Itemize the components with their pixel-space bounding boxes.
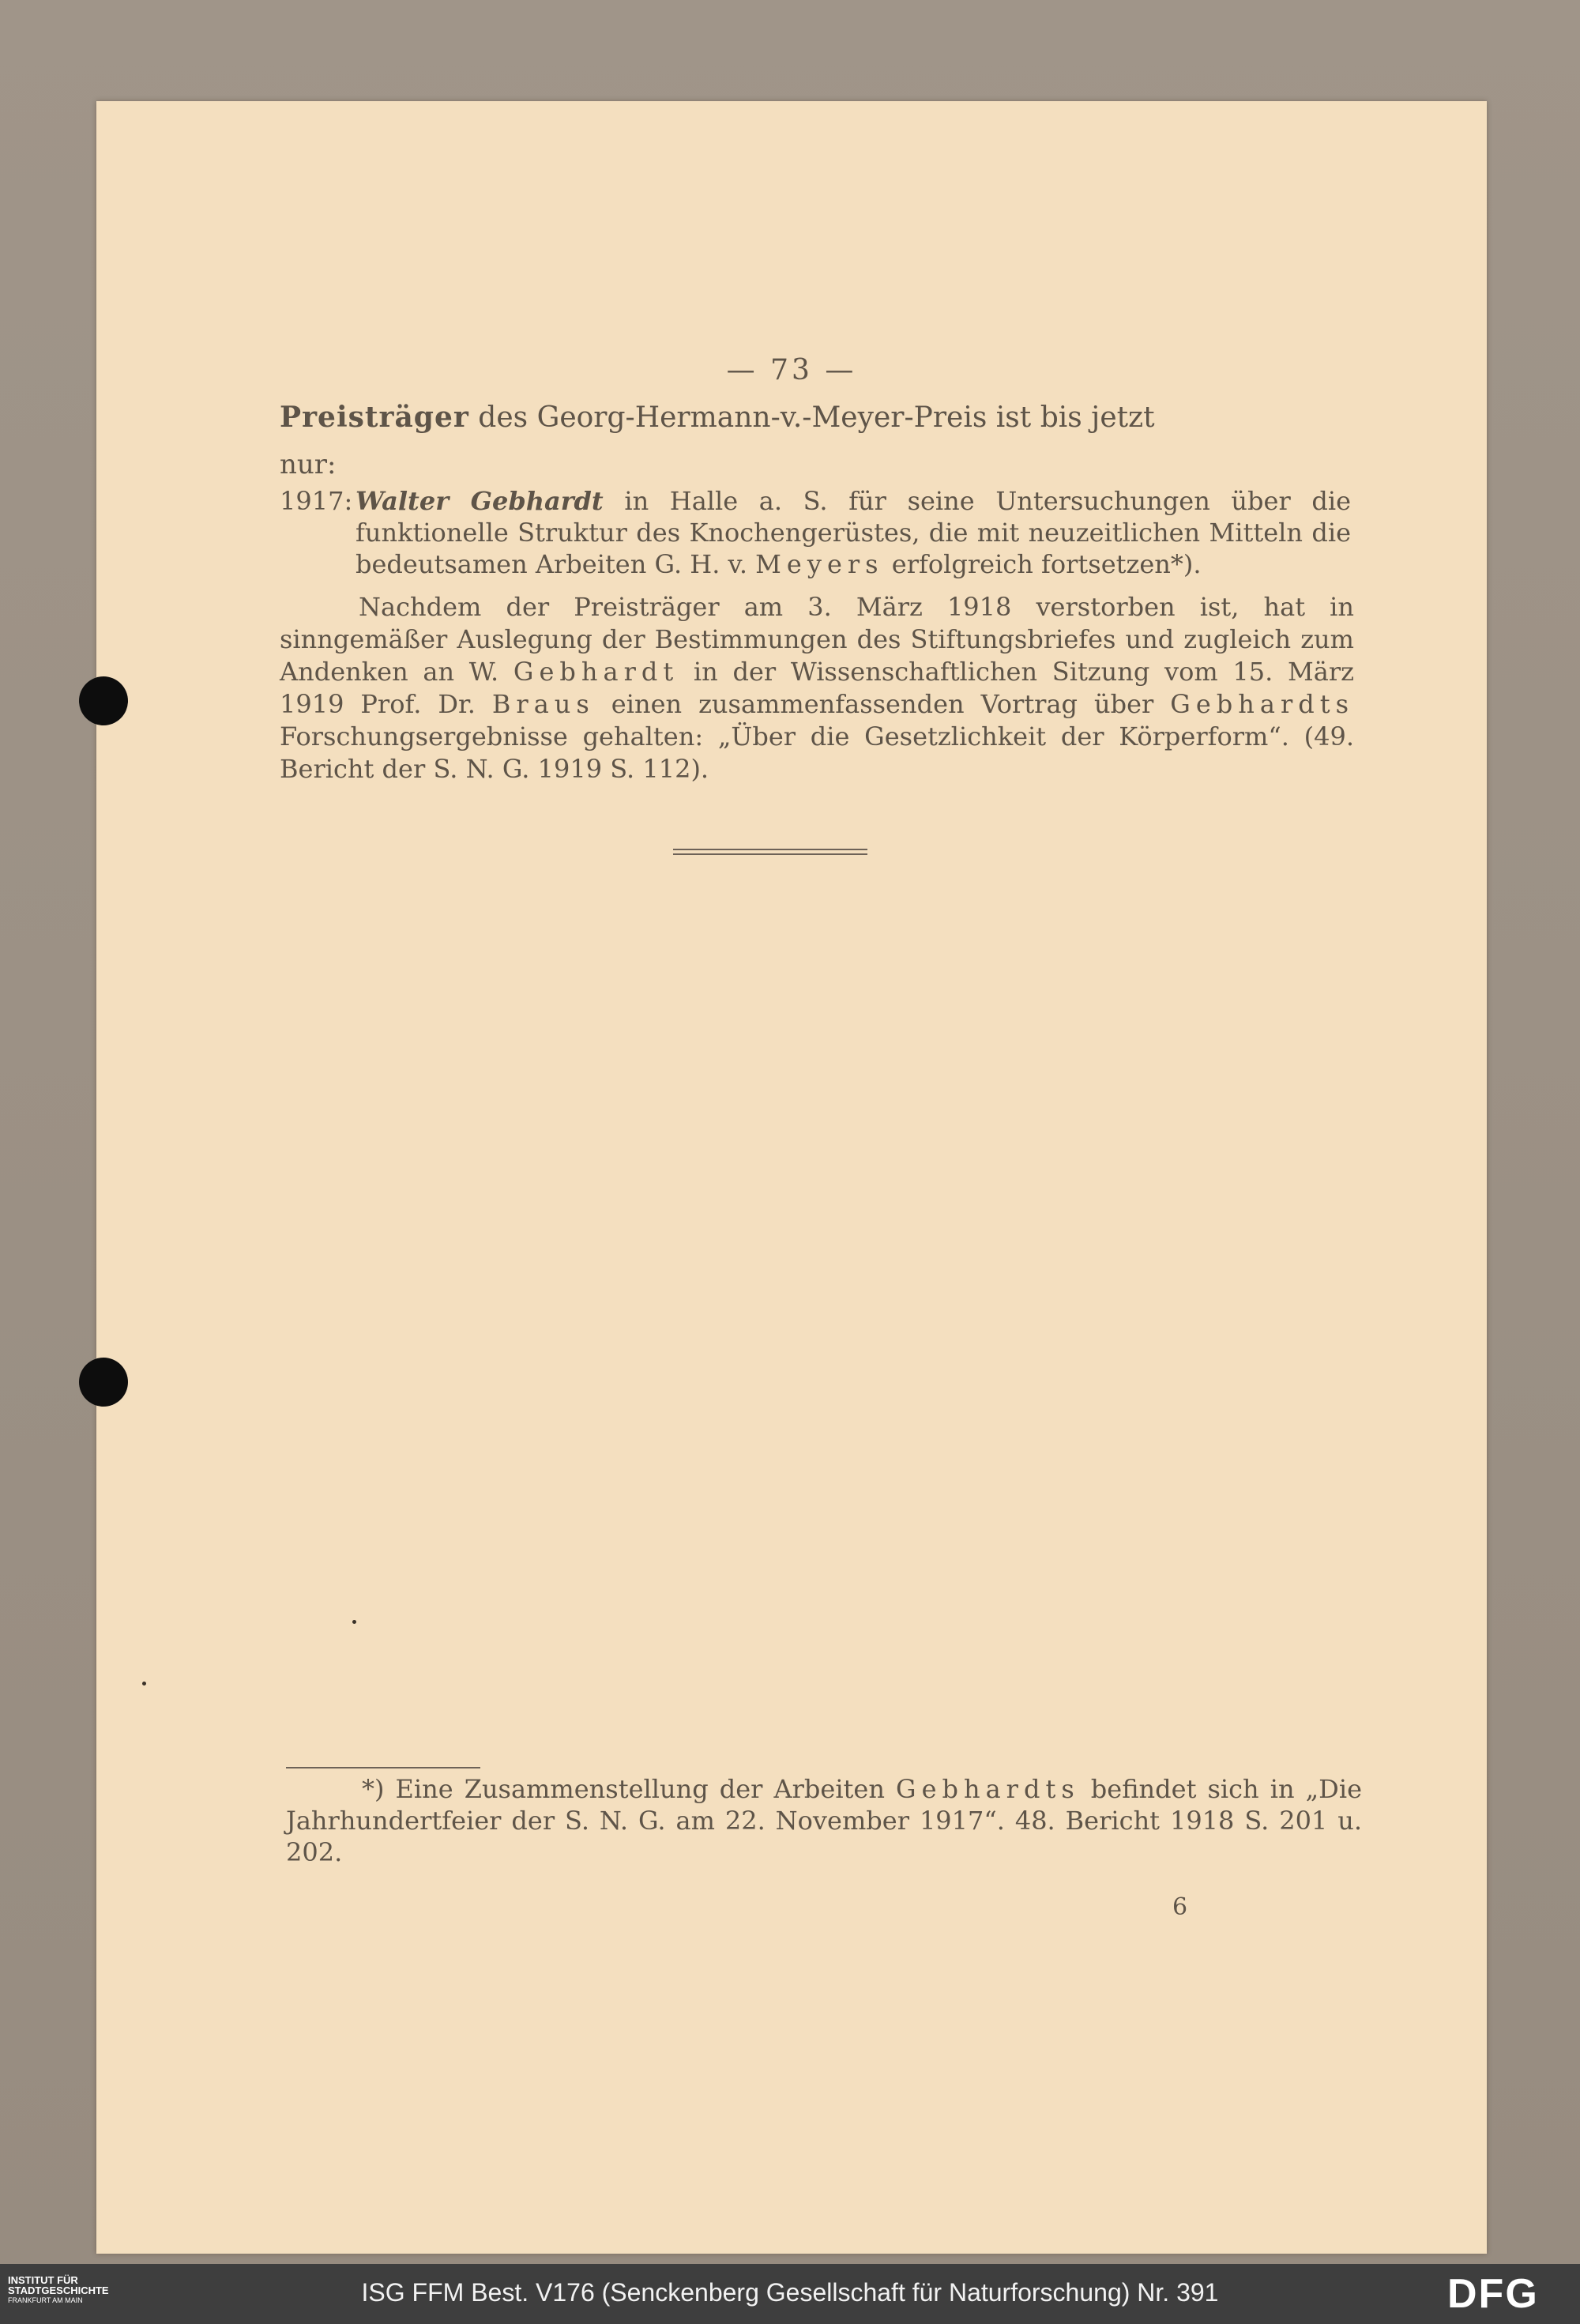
entry-text-1: in Halle a. S. für seine Untersuchungen über die funktionelle Struktur des Knochengerüstes, die mit neuzeitlichen Mitteln die bedeutsamen Arbeiten G. H. v. [356, 486, 1352, 579]
paragraph-text-2: in der Wissenschaftlichen Sitzung vom 15. März 1919 Prof. Dr. [280, 657, 1355, 719]
archive-footer [0, 2264, 1580, 2324]
body-paragraph [280, 591, 1354, 785]
entry-name: Walter Gebhardt [356, 486, 604, 516]
paragraph-spaced-3: Gebhardts [1170, 689, 1355, 719]
footnote-text-2: befindet sich in „Die Jahrhundertfeier der S. N. G. am 22. November 1917“. 48. Bericht 1918 S. 201 u. 202. [286, 1774, 1363, 1867]
footnote-text [286, 1773, 1362, 1868]
institute-line-2: STADTGESCHICHTE [8, 2284, 109, 2296]
section-divider-line [673, 853, 867, 855]
institute-line-3: FRANKFURT AM MAIN [8, 2296, 83, 2304]
paper-speck [352, 1620, 356, 1624]
footnote-rule [286, 1767, 480, 1768]
heading-lead: Preisträger [280, 401, 469, 434]
paper-speck [142, 1682, 146, 1686]
paragraph-text-4: Forschungsergebnisse gehalten: „Über die Gesetzlichkeit der Körperform“. (49. Bericht der S. N. G. 1919 S. 112). [280, 721, 1354, 784]
entry-text-2: erfolgreich fortsetzen*). [883, 549, 1202, 579]
section-divider-line [673, 849, 867, 850]
footnote-spaced: Gebhardts [896, 1774, 1080, 1804]
entry-spaced-name: Meyers [755, 549, 884, 579]
paragraph-spaced-2: Braus [491, 689, 595, 719]
dfg-logo: DFG [1447, 2271, 1539, 2317]
signature-mark: 6 [1172, 1893, 1188, 1921]
heading [280, 401, 1354, 434]
entry-body [356, 485, 1351, 580]
footnote [286, 1773, 1362, 1868]
page-number: — 73 — [726, 354, 857, 386]
entry-year: 1917: [280, 486, 353, 516]
footnote-text-1: *) Eine Zusammenstellung der Arbeiten [362, 1774, 896, 1804]
punch-hole [79, 676, 128, 725]
punch-hole [79, 1358, 128, 1407]
document-page [96, 101, 1487, 2254]
heading-continuation: nur: [280, 449, 337, 480]
archive-caption: ISG FFM Best. V176 (Senckenberg Gesellschaft für Naturforschung) Nr. 391 [361, 2278, 1219, 2307]
heading-rest: des Georg-Hermann-v.-Meyer-Preis ist bis jetzt [468, 401, 1155, 434]
paragraph-text-1: Nachdem der Preisträger am 3. März 1918 verstorben ist, hat in sinngemäßer Auslegung der Bestimmungen des Stiftungsbriefes und zugleich zum Andenken an W. [280, 592, 1354, 687]
paragraph-text-3: einen zusammenfassenden Vortrag über [594, 689, 1171, 719]
institute-line-1: INSTITUT FÜR [8, 2274, 78, 2286]
paragraph-spaced-1: Gebhardt [513, 657, 679, 687]
